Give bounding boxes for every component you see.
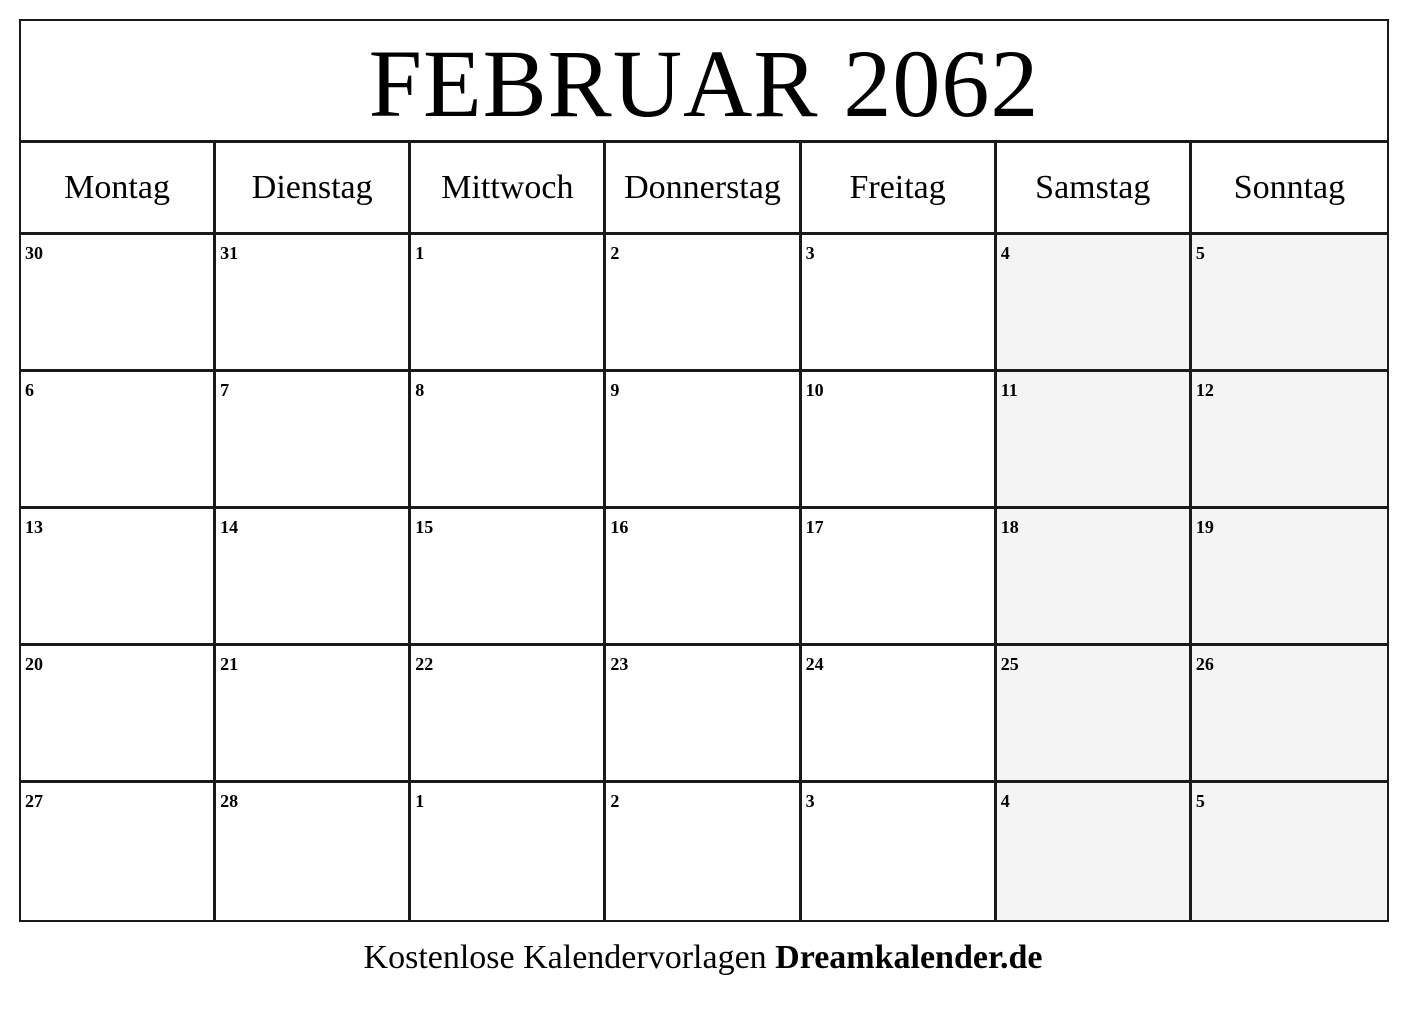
- weekday-friday: Freitag: [802, 143, 997, 232]
- day-cell: 2: [606, 235, 801, 372]
- day-cell: 24: [802, 646, 997, 783]
- day-cell-weekend: 12: [1192, 372, 1387, 509]
- day-cell: 21: [216, 646, 411, 783]
- day-cell: 23: [606, 646, 801, 783]
- weekday-header-row: [21, 143, 1387, 235]
- weekday-thursday: Donnerstag: [606, 143, 801, 232]
- day-cell: 27: [21, 783, 216, 920]
- day-cell: 30: [21, 235, 216, 372]
- day-cell: 2: [606, 783, 801, 920]
- footer-brand-link[interactable]: Dreamkalender.de: [775, 939, 1043, 976]
- day-cell: 1: [411, 235, 606, 372]
- day-cell: 31: [216, 235, 411, 372]
- day-cell-weekend: 11: [997, 372, 1192, 509]
- weekday-saturday: Samstag: [997, 143, 1192, 232]
- day-cell: 8: [411, 372, 606, 509]
- day-cell: 10: [802, 372, 997, 509]
- day-cell: 6: [21, 372, 216, 509]
- footer-credit: [0, 936, 1406, 980]
- day-cell-weekend: 4: [997, 235, 1192, 372]
- day-cell-weekend: 25: [997, 646, 1192, 783]
- day-cell: 3: [802, 783, 997, 920]
- footer-text: Kostenlose Kalendervorlagen: [363, 939, 776, 976]
- day-cell-weekend: 26: [1192, 646, 1387, 783]
- day-cell-weekend: 4: [997, 783, 1192, 920]
- day-cell: 20: [21, 646, 216, 783]
- day-cell: 16: [606, 509, 801, 646]
- weekday-monday: Montag: [21, 143, 216, 232]
- day-cell: 13: [21, 509, 216, 646]
- day-cell-weekend: 19: [1192, 509, 1387, 646]
- calendar: [19, 19, 1389, 922]
- day-cell: 28: [216, 783, 411, 920]
- day-cell: 14: [216, 509, 411, 646]
- day-cell: 1: [411, 783, 606, 920]
- day-cell-weekend: 5: [1192, 783, 1387, 920]
- calendar-title: FEBRUAR 2062: [368, 29, 1040, 137]
- day-cell-weekend: 18: [997, 509, 1192, 646]
- day-cell: 22: [411, 646, 606, 783]
- weekday-sunday: Sonntag: [1233, 168, 1346, 206]
- day-grid: [21, 235, 1387, 920]
- day-cell: 17: [802, 509, 997, 646]
- weekday-wednesday: Mittwoch: [411, 143, 606, 232]
- day-cell: 7: [216, 372, 411, 509]
- day-cell: 9: [606, 372, 801, 509]
- day-cell: 15: [411, 509, 606, 646]
- day-cell-weekend: 5: [1192, 235, 1387, 372]
- weekday-tuesday: Dienstag: [216, 143, 411, 232]
- title-row: [21, 21, 1387, 143]
- day-cell: 3: [802, 235, 997, 372]
